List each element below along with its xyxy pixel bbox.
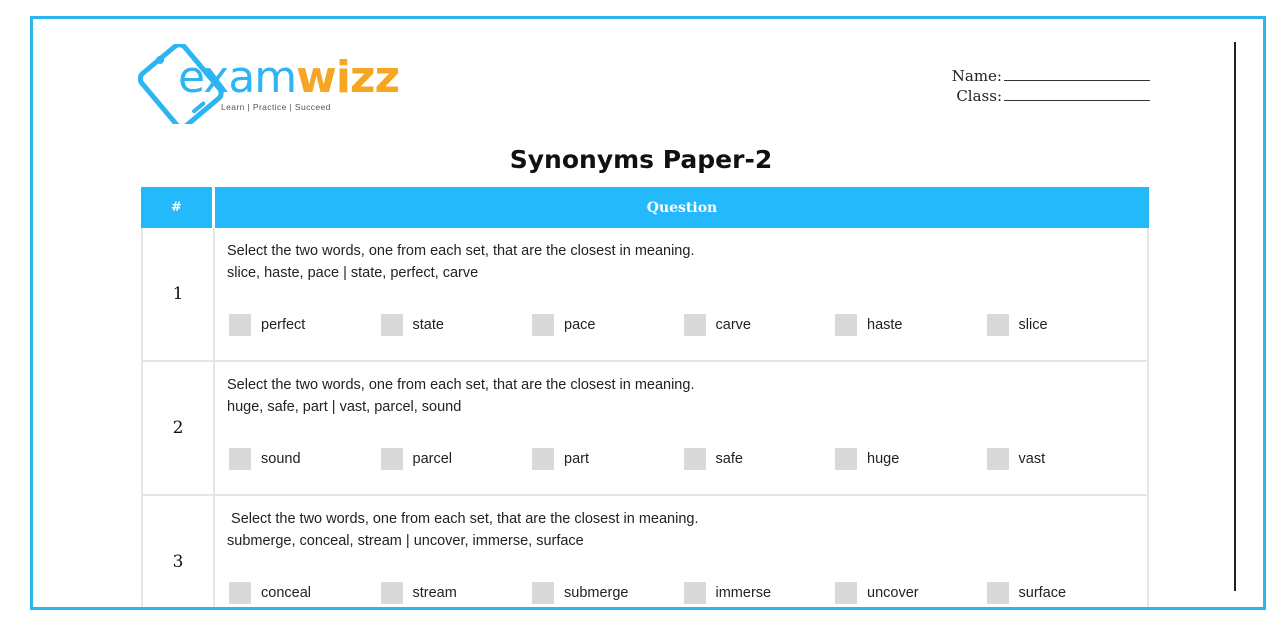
question-prompt: Select the two words, one from each set, that are the closest in meaning. [227,511,699,527]
option-list [229,314,1138,336]
option-checkbox[interactable] [381,582,403,604]
option-checkbox[interactable] [532,582,554,604]
option-checkbox[interactable] [229,314,251,336]
option[interactable] [229,582,381,604]
question-prompt: Select the two words, one from each set, that are the closest in meaning. [227,243,695,259]
student-info [952,66,1150,106]
option-checkbox[interactable] [987,314,1009,336]
option-checkbox[interactable] [684,448,706,470]
page-edge-line [1234,42,1236,591]
option-checkbox[interactable] [835,448,857,470]
option[interactable] [229,314,381,336]
class-blank[interactable] [1004,87,1150,101]
option-checkbox[interactable] [684,582,706,604]
option-label: uncover [867,585,919,601]
option-label: sound [261,451,301,467]
option-checkbox[interactable] [987,448,1009,470]
option[interactable] [835,582,987,604]
option[interactable] [684,448,836,470]
option[interactable] [684,314,836,336]
header-question: Question [215,187,1149,228]
option-label: huge [867,451,900,467]
option[interactable] [532,314,684,336]
option-label: stream [412,585,457,601]
option-checkbox[interactable] [229,582,251,604]
name-label: Name: [951,67,1002,85]
option-label: parcel [412,451,452,467]
page-bottom-margin [0,610,1282,636]
option[interactable] [835,314,987,336]
examwizz-logo [138,44,400,122]
name-field[interactable] [952,66,1150,86]
question-number: 2 [141,362,215,494]
name-blank[interactable] [1004,67,1150,81]
option[interactable] [381,582,533,604]
question-table [141,187,1149,630]
option[interactable] [987,582,1139,604]
option[interactable] [381,448,533,470]
option-label: conceal [261,585,311,601]
option[interactable] [835,448,987,470]
header-number: # [141,187,212,228]
option-checkbox[interactable] [532,314,554,336]
logo-word-exam: exam [178,52,297,103]
option-checkbox[interactable] [532,448,554,470]
logo-wordmark [178,54,399,102]
option[interactable] [532,448,684,470]
option[interactable] [987,314,1139,336]
option[interactable] [684,582,836,604]
option-checkbox[interactable] [381,448,403,470]
question-text [227,374,694,418]
option-checkbox[interactable] [229,448,251,470]
question-cell [215,228,1149,360]
logo-word-wizz: wizz [296,52,400,103]
question-number: 1 [141,228,215,360]
class-label: Class: [956,87,1002,105]
question-text [227,240,694,284]
question-number: 3 [141,496,215,628]
table-row [141,228,1149,362]
question-word-sets: slice, haste, pace | state, perfect, carve [227,265,479,281]
option-label: slice [1018,317,1048,333]
option[interactable] [987,448,1139,470]
option[interactable] [532,582,684,604]
option-list [229,448,1138,470]
option-label: haste [867,317,903,333]
question-word-sets: huge, safe, part | vast, parcel, sound [227,399,462,415]
option-checkbox[interactable] [381,314,403,336]
page-title: Synonyms Paper-2 [509,145,773,174]
option-label: part [564,451,589,467]
option-checkbox[interactable] [835,582,857,604]
option[interactable] [229,448,381,470]
option-label: safe [715,451,743,467]
option-label: surface [1018,585,1067,601]
option-label: perfect [261,317,306,333]
question-text [227,508,699,552]
question-cell [215,496,1149,628]
question-prompt: Select the two words, one from each set, that are the closest in meaning. [227,377,695,393]
option-label: submerge [564,585,629,601]
table-header [141,187,1149,228]
option[interactable] [381,314,533,336]
option-label: carve [715,317,751,333]
option-label: immerse [715,585,772,601]
option-label: vast [1018,451,1046,467]
table-row [141,362,1149,496]
option-checkbox[interactable] [835,314,857,336]
logo-tagline: Learn | Practice | Succeed [221,102,331,112]
question-word-sets: submerge, conceal, stream | uncover, immerse, surface [227,533,584,549]
option-checkbox[interactable] [684,314,706,336]
option-label: state [412,317,444,333]
option-list [229,582,1138,604]
class-field[interactable] [952,86,1150,106]
option-checkbox[interactable] [987,582,1009,604]
question-cell [215,362,1149,494]
option-label: pace [564,317,596,333]
